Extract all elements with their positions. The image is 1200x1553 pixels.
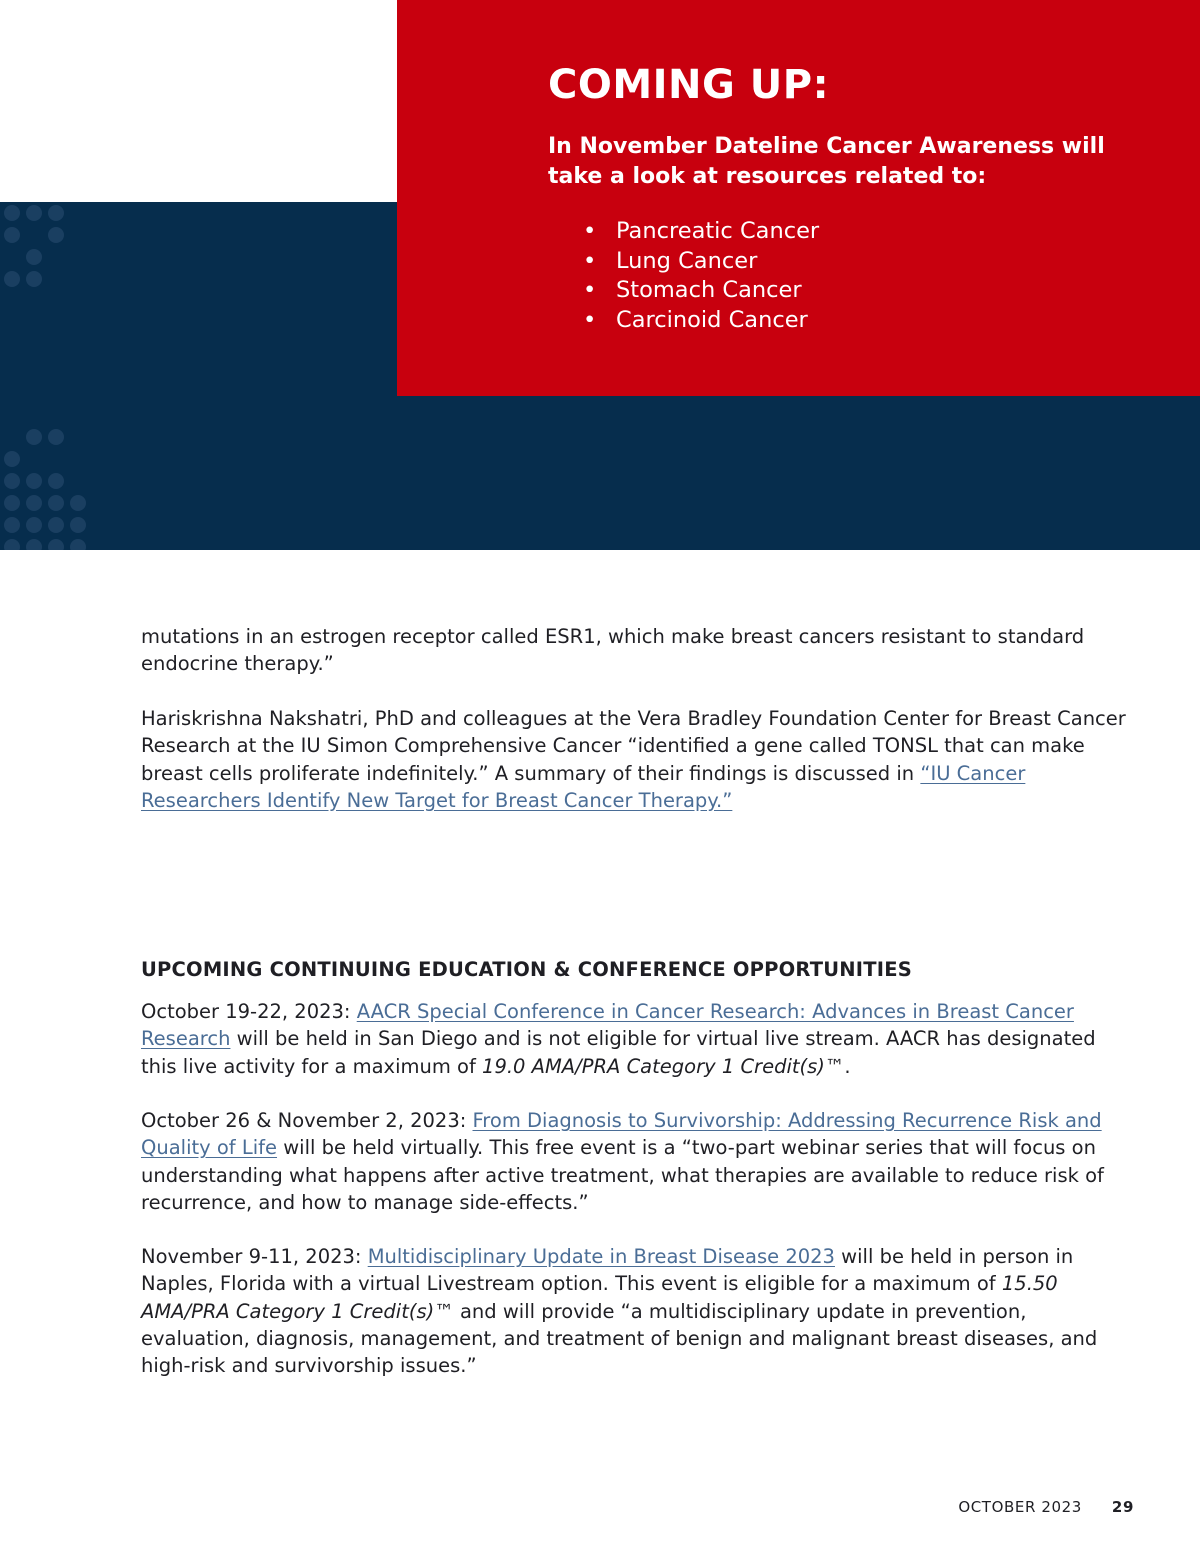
page-footer (958, 1498, 1134, 1516)
list-item-label: Lung Cancer (616, 247, 758, 274)
event-multidisciplinary (141, 1243, 1131, 1379)
event-text: will be held in San Diego and is not eligible for virtual live stream. AACR has designated this live activity for a maximum of (141, 1027, 1096, 1078)
intro-text-2 (141, 705, 1131, 814)
list-item-label: Pancreatic Cancer (616, 218, 820, 244)
event-paragraph (141, 1243, 1131, 1379)
survivorship-webinar-link[interactable]: From Diagnosis to Survivorship: Addressing Recurrence Risk and Quality of Life (141, 1109, 1102, 1160)
paragraph-text: Hariskrishna Nakshatri, PhD and colleagues at the Vera Bradley Foundation Center for Breast Cancer Research at the IU Simon Comprehensive Cancer “identified a gene called TONSL that can make breast cells proliferate indefinitely.” A summary of their findings is discussed in (141, 707, 1126, 785)
list-item (583, 276, 819, 306)
event-text: will be held virtually. This free event is a “two-part webinar series that will focus on understanding what happens after active treatment, what therapies are available to reduce risk of recurrence, and how to manage side-effects.” (141, 1136, 1104, 1214)
issue-date: OCTOBER 2023 (958, 1498, 1082, 1516)
list-item (583, 217, 819, 247)
event-date: October 19-22, 2023: (141, 1000, 357, 1023)
section-heading: UPCOMING CONTINUING EDUCATION & CONFERENCE OPPORTUNITIES (141, 958, 912, 981)
credit-text: 15.50 AMA/PRA Category 1 Credit(s)™ (141, 1272, 1058, 1323)
coming-up-subtitle: In November Dateline Cancer Awareness will take a look at resources related to: (548, 134, 1105, 189)
list-item-label: Carcinoid Cancer (616, 306, 808, 333)
credit-text: 19.0 AMA/PRA Category 1 Credit(s)™ (482, 1054, 845, 1078)
intro-paragraph-esr1: mutations in an estrogen receptor called ESR1, which make breast cancers resistant to standard endocrine therapy.” (141, 625, 1085, 676)
event-text-end: and will provide “a multidisciplinary update in prevention, evaluation, diagnosis, management, and treatment of benign and malignant breast diseases, and high-risk and survivorship issues.” (141, 1299, 1098, 1378)
intro-text (141, 623, 1131, 678)
bullet: • (583, 277, 597, 303)
bullet: • (583, 247, 597, 274)
list-item (583, 306, 819, 336)
aacr-conference-link[interactable]: AACR Special Conference in Cancer Research: Advances in Breast Cancer Research (141, 1000, 1074, 1051)
list-item (583, 247, 819, 277)
coming-up-title: COMING UP: (548, 62, 830, 108)
decorative-dot-pattern (0, 202, 100, 550)
event-text: will be held in person in Naples, Florida with a virtual Livestream option. This event is eligible for a maximum of (141, 1245, 1074, 1296)
event-survivorship (141, 1107, 1131, 1216)
event-date: October 26 & November 2, 2023: (141, 1109, 473, 1132)
event-paragraph (141, 1107, 1131, 1216)
bullet: • (583, 306, 597, 333)
event-date: November 9-11, 2023: (141, 1245, 368, 1268)
breast-disease-update-link[interactable]: Multidisciplinary Update in Breast Disease 2023 (367, 1245, 835, 1268)
bullet: • (583, 218, 597, 244)
intro-paragraph-tonsl (141, 705, 1131, 814)
event-text-end: . (844, 1054, 851, 1078)
event-aacr (141, 998, 1131, 1080)
event-paragraph (141, 998, 1131, 1080)
iu-research-link[interactable]: “IU Cancer Researchers Identify New Target for Breast Cancer Therapy.” (141, 761, 1026, 812)
coming-up-list (583, 217, 819, 335)
coming-up-box (397, 0, 1200, 396)
list-item-label: Stomach Cancer (616, 277, 802, 303)
page-number: 29 (1111, 1498, 1134, 1516)
